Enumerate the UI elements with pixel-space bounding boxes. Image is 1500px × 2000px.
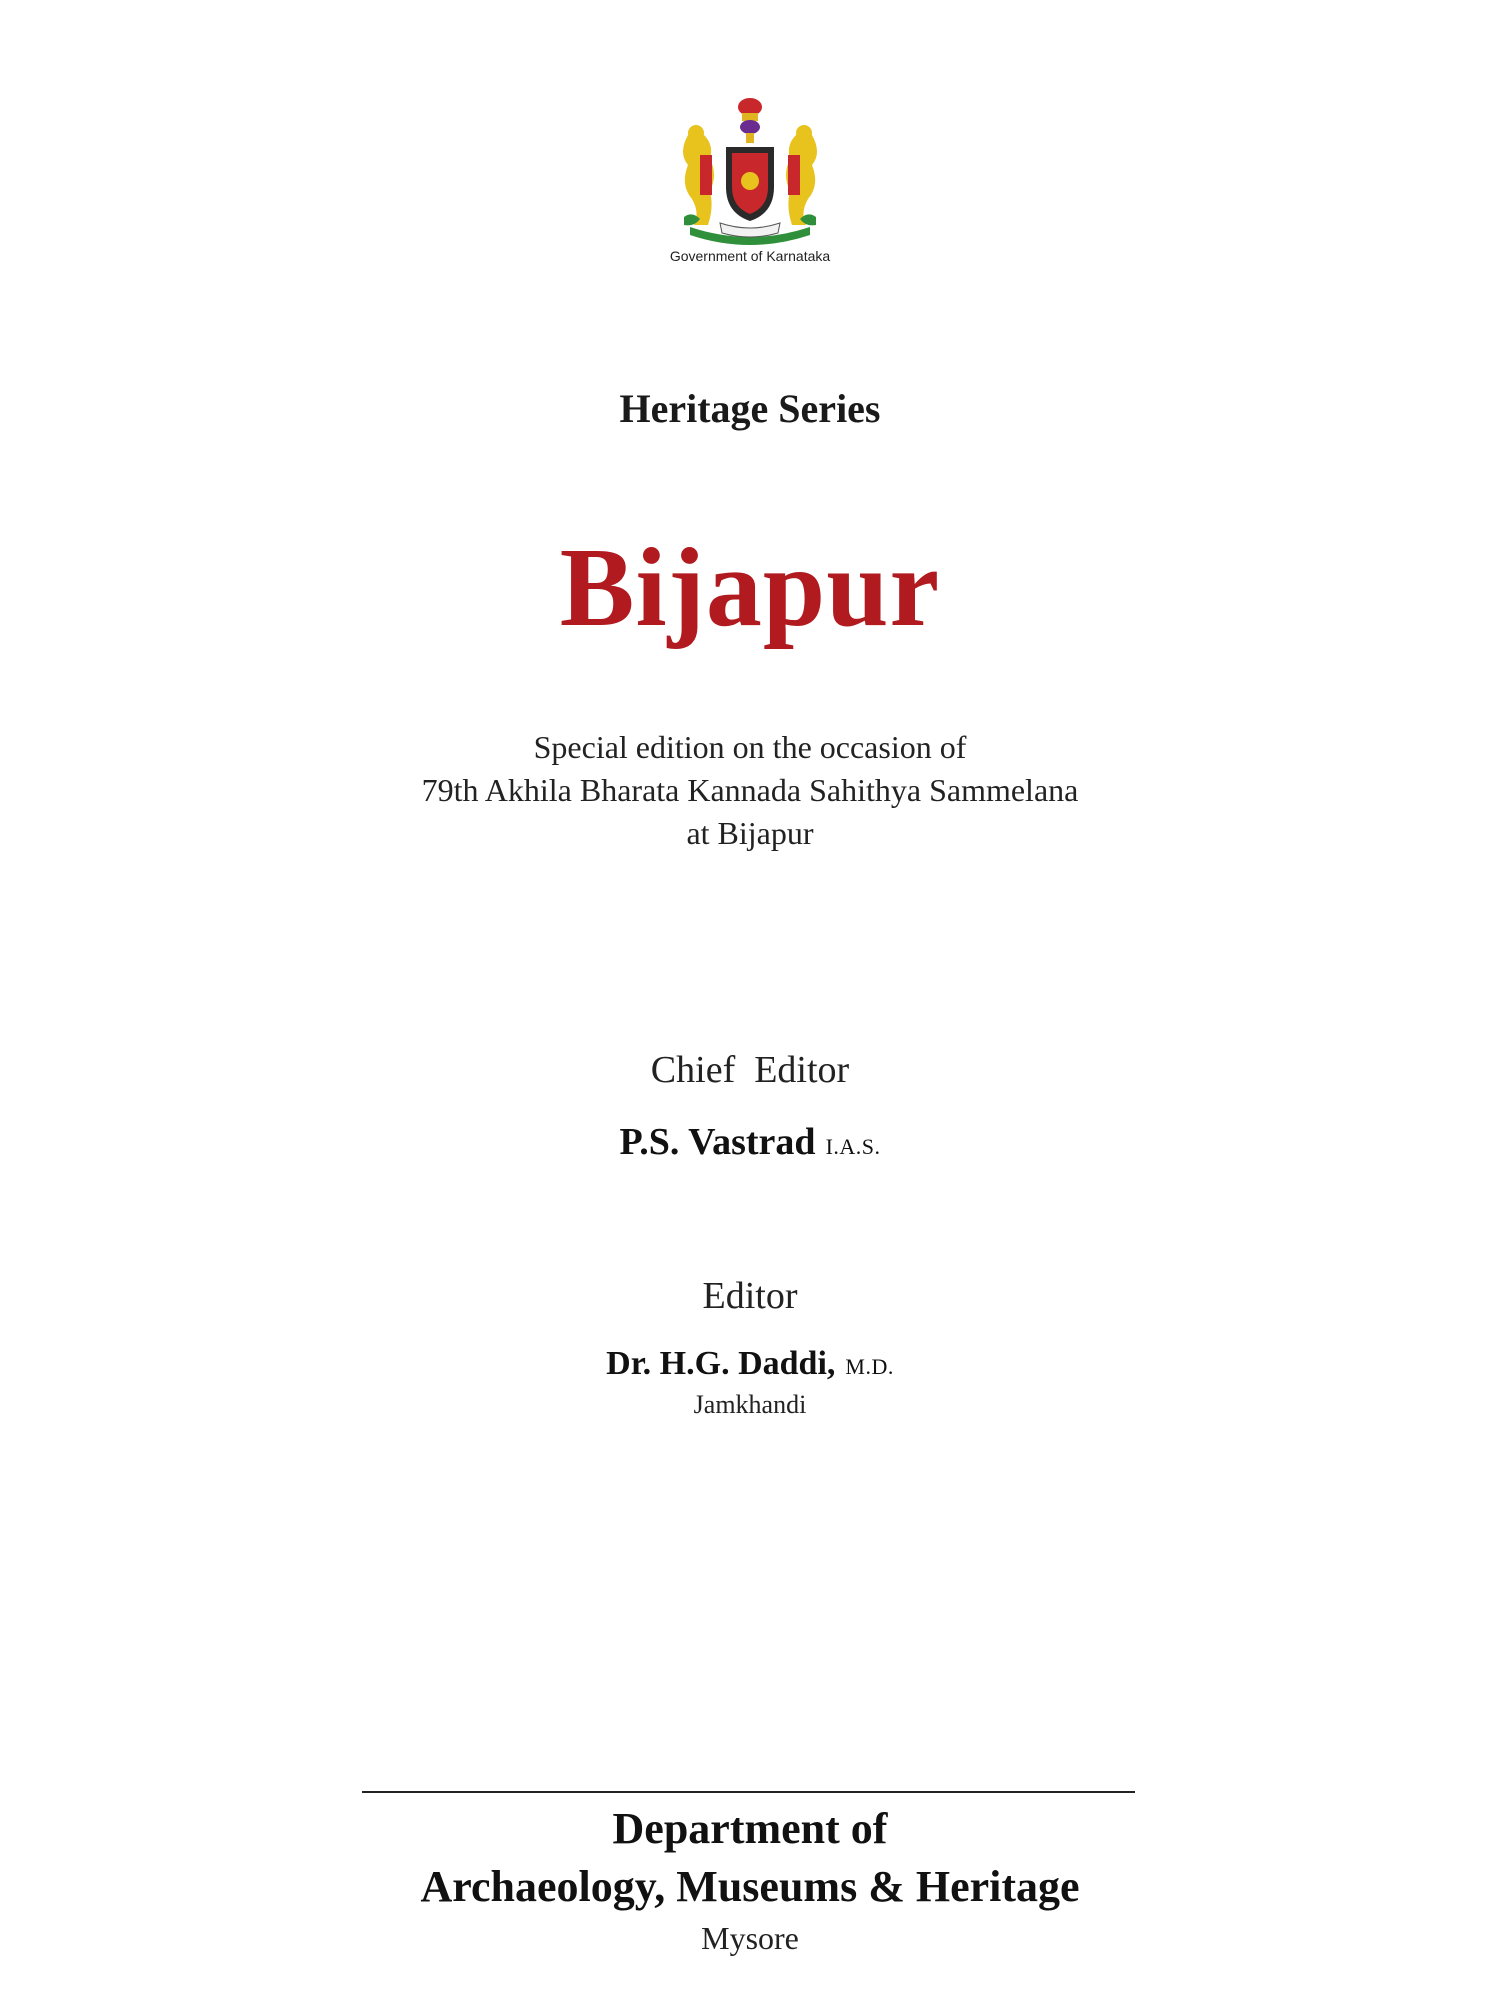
book-title: Bijapur [559,526,941,650]
editor-title: M.D. [845,1354,894,1379]
publisher-line-1: Department of [612,1804,888,1853]
divider-line [362,1791,1135,1793]
editor-name [0,1345,1500,1383]
chief-editor-name [0,1120,1500,1164]
emblem-caption: Government of Karnataka [669,248,831,264]
subtitle [0,726,1500,855]
series-name: Heritage Series [619,386,881,431]
chief-editor-title: I.A.S. [825,1134,881,1159]
editor-place: Jamkhandi [693,1390,807,1419]
chief-editor-name-text: P.S. Vastrad [619,1121,816,1163]
publisher-city: Mysore [701,1920,799,1956]
chief-editor-label: Chief Editor [650,1049,850,1091]
subtitle-line-3: at Bijapur [686,815,814,851]
editor-name-text: Dr. H.G. Daddi, [606,1345,836,1382]
publisher-name [0,1800,1500,1916]
publisher-line-2: Archaeology, Museums & Heritage [420,1862,1080,1911]
subtitle-line-1: Special edition on the occasion of [533,729,967,765]
editor-label: Editor [702,1275,798,1317]
karnataka-state-emblem-icon [670,95,830,255]
subtitle-line-2: 79th Akhila Bharata Kannada Sahithya Sammelana [421,772,1079,808]
